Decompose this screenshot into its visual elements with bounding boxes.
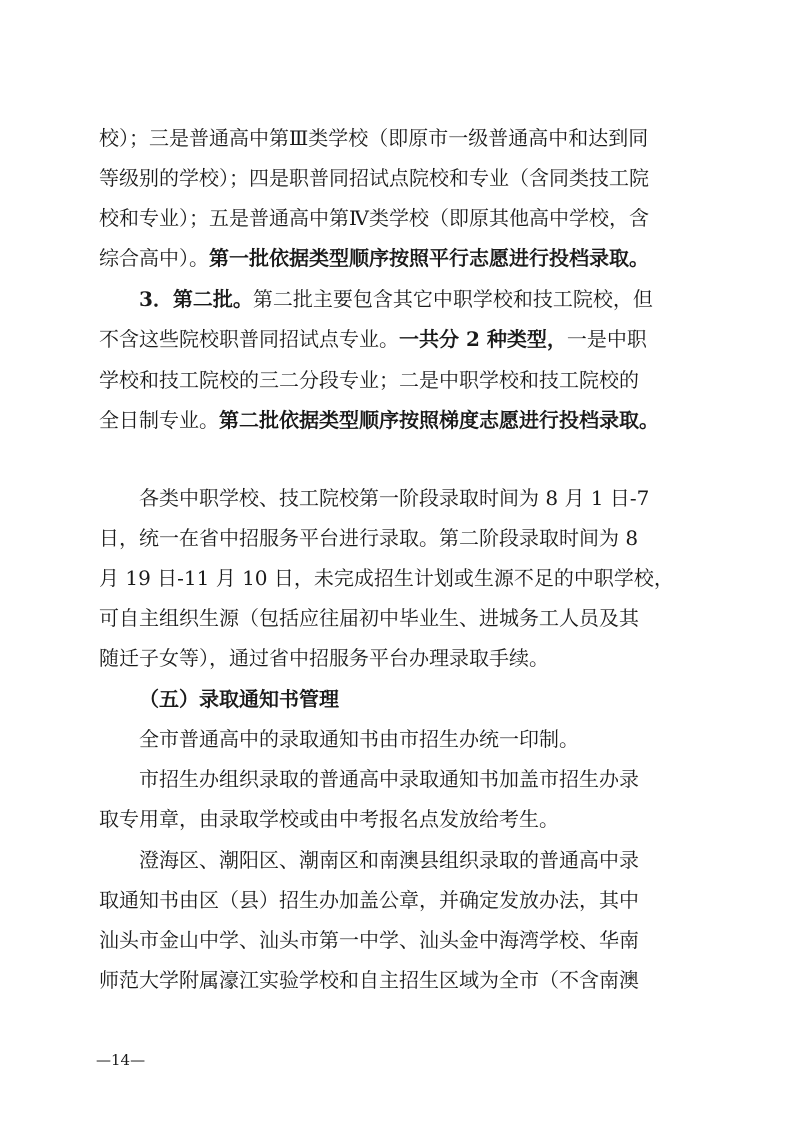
text-run: 可自主组织生源（包括应往届初中毕业生、进城务工人员及其 — [99, 606, 639, 630]
bold-text-run: 一共分 2 种类型， — [399, 327, 567, 351]
text-run: 随迁子女等），通过省中招服务平台办理录取手续。 — [99, 646, 549, 670]
text-line — [99, 926, 699, 954]
text-run: 不含这些院校职普同招试点专业。 — [99, 327, 399, 351]
text-run: 校和专业）；五是普通高中第Ⅳ类学校（即原其他高中学校，含 — [99, 206, 649, 230]
section-heading: （五）录取通知书管理 — [139, 687, 339, 711]
text-line — [99, 966, 699, 994]
text-run: 全市普通高中的录取通知书由市招生办统一印制。 — [139, 727, 579, 751]
text-line — [139, 725, 699, 753]
text-run: 各类中职学校、技工院校第一阶段录取时间为 8 月 1 日-7 — [139, 486, 650, 510]
text-line — [139, 846, 699, 874]
text-run: 第二批主要包含其它中职学校和技工院校，但 — [252, 287, 653, 311]
text-run: 学校和技工院校的三二分段专业；二是中职学校和技工院校的 — [99, 368, 639, 392]
text-line — [99, 406, 699, 434]
text-line — [99, 886, 699, 914]
text-run: 师范大学附属濠江实验学校和自主招生区域为全市（不含南澳 — [99, 968, 639, 992]
text-line — [139, 685, 699, 713]
text-line — [139, 285, 699, 313]
bold-text-run: 第二批依据类型顺序按照梯度志愿进行投档录取。 — [219, 408, 659, 432]
text-run: 日，统一在省中招服务平台进行录取。第二阶段录取时间为 8 — [99, 526, 639, 550]
page-number: —14— — [96, 1051, 146, 1069]
text-line — [99, 124, 699, 152]
text-line — [99, 325, 699, 353]
text-line — [99, 204, 699, 232]
text-run: 取专用章，由录取学校或由中考报名点发放给考生。 — [99, 807, 559, 831]
text-line — [99, 366, 699, 394]
text-line — [139, 765, 699, 793]
text-run: 汕头市金山中学、汕头市第一中学、汕头金中海湾学校、华南 — [99, 928, 639, 952]
section-heading: 3．第二批。 — [139, 287, 253, 311]
text-run: 校）；三是普通高中第Ⅲ类学校（即原市一级普通高中和达到同 — [99, 126, 649, 150]
text-run: 市招生办组织录取的普通高中录取通知书加盖市招生办录 — [139, 767, 639, 791]
text-run: 全日制专业。 — [99, 408, 219, 432]
text-run: 月 19 日-11 月 10 日，未完成招生计划或生源不足的中职学校， — [99, 566, 674, 590]
text-line — [99, 644, 699, 672]
text-run: 综合高中）。 — [99, 246, 209, 270]
text-line — [99, 524, 699, 552]
text-line — [99, 604, 699, 632]
text-line — [99, 244, 699, 272]
text-run: 澄海区、潮阳区、潮南区和南澳县组织录取的普通高中录 — [139, 848, 639, 872]
text-run: 一是中职 — [566, 327, 647, 351]
text-run: 等级别的学校）；四是职普同招试点院校和专业（含同类技工院 — [99, 166, 649, 190]
bold-text-run: 第一批依据类型顺序按照平行志愿进行投档录取。 — [209, 246, 649, 270]
text-line — [99, 805, 699, 833]
text-line — [99, 164, 699, 192]
text-line — [99, 564, 699, 592]
text-line — [139, 484, 699, 512]
text-run: 取通知书由区（县）招生办加盖公章，并确定发放办法，其中 — [99, 888, 639, 912]
